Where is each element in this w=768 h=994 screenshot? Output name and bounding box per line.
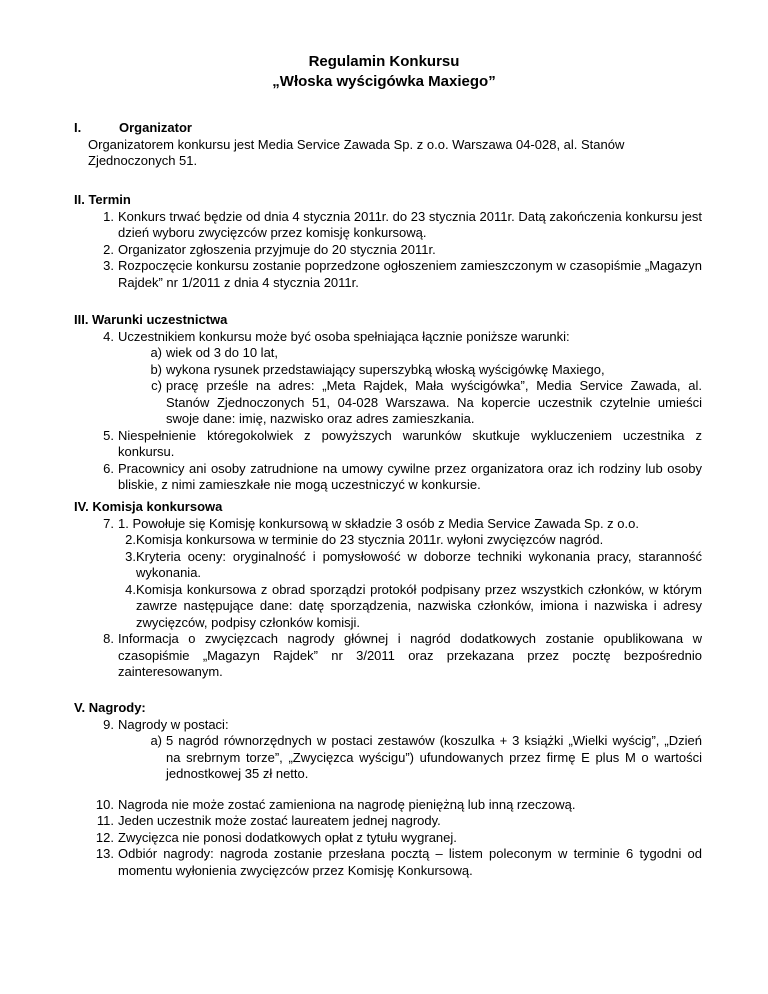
list-item: 7. 1. Powołuje się Komisję konkursową w składzie 3 osób z Media Service Zawada Sp. z o.o.: [103, 515, 639, 531]
section-term: [74, 192, 702, 291]
list-item: 11. Jeden uczestnik może zostać laureatem jednej nagrody.: [96, 813, 441, 828]
section-heading: IV. Komisja konkursowa: [74, 499, 223, 514]
section-organizer: [74, 120, 702, 170]
list-item: 9. Nagrody w postaci:: [103, 716, 229, 732]
section-heading: [74, 120, 702, 137]
section-committee: [74, 499, 702, 681]
sub-item: 4. Komisja konkursowa z obrad sporządzi protokół podpisany przez wszystkich członków, w którym zawrze następujące dane: datę sporządzenia, nazwiska członków, imiona i nazwiska i adresy zwycięzców, podpisy członków komisji.: [125, 581, 702, 630]
sub-item: c) pracę prześle na adres: „Meta Rajdek, Mała wyścigówka”, Media Service Zawada, al. Stanów Zjednoczonych 51, 04-028 Warszawa. Na kopercie uczestnik czytelnie umieści swoje dane: imię, nazwisko oraz adres zamieszkania.: [151, 378, 702, 426]
section-heading: III. Warunki uczestnictwa: [74, 312, 228, 327]
sub-item: b) wykona rysunek przedstawiający superszybką włoską wyścigówkę Maxiego,: [150, 361, 605, 377]
document-title: [0, 52, 768, 92]
list-item: 10. Nagroda nie może zostać zamieniona na nagrodę pieniężną lub inną rzeczową.: [95, 796, 576, 812]
sub-item: 2. Komisja konkursowa w terminie do 23 stycznia 2011r. wyłoni zwycięzców nagród.: [125, 532, 604, 547]
sub-item: a) wiek od 3 do 10 lat,: [150, 345, 279, 360]
section-conditions: [74, 312, 702, 494]
list-item: 2. Organizator zgłoszenia przyjmuje do 20 stycznia 2011r.: [103, 241, 436, 257]
list-item: 6. Pracownicy ani osoby zatrudnione na umowy cywilne przez organizatora oraz ich rodziny lub osoby bliskie, z nimi zamieszkałe nie mogą uczestniczyć w konkursie.: [103, 460, 702, 492]
organizer-text: Organizatorem konkursu jest Media Service Zawada Sp. z o.o. Warszawa 04-028, al. Stanów Zjednoczonych 51.: [88, 136, 625, 168]
title-line-1: Regulamin Konkursu: [308, 53, 460, 70]
sub-item: a) 5 nagród równorzędnych w postaci zestawów (koszulka + 3 książki „Wielki wyścig”, „Dzień na srebrnym torze”, „Zwycięzca wyścigu”) ufundowanych przez firmę E plus M o wartości jednostkowej 35 zł netto.: [150, 733, 702, 781]
list-item: 1. Konkurs trwać będzie od dnia 4 stycznia 2011r. do 23 stycznia 2011r. Datą zakończenia konkursu jest dzień wyboru zwycięzców przez komisję konkursową.: [103, 208, 702, 240]
sub-item: 3. Kryteria oceny: oryginalność i pomysłowość w doborze techniki wykonania pracy, staranność wykonania.: [125, 548, 702, 580]
list-item: 13. Odbiór nagrody: nagroda zostanie przesłana pocztą – listem poleconym w terminie 6 tygodni od momentu wyłonienia zwycięzców przez Komisję Konkursową.: [95, 846, 702, 878]
section-title: Organizator: [119, 120, 192, 135]
list-item: 4. Uczestnikiem konkursu może być osoba spełniająca łącznie poniższe warunki:: [103, 328, 570, 344]
list-item: 8. Informacja o zwycięzcach nagrody głównej i nagród dodatkowych zostanie opublikowana w czasopiśmie „Magazyn Rajdek” nr 3/2011 oraz przekazana przez pocztę bezpośrednio zainteresowanym.: [103, 631, 702, 679]
title-line-2: „Włoska wyścigówka Maxiego”: [272, 73, 496, 90]
list-item: 12. Zwycięzca nie ponosi dodatkowych opłat z tytułu wygranej.: [95, 829, 457, 845]
section-heading: V. Nagrody:: [74, 700, 146, 715]
list-item: 3. Rozpoczęcie konkursu zostanie poprzedzone ogłoszeniem zamieszczonym w czasopiśmie „Magazyn Rajdek” nr 1/2011 z dnia 4 stycznia 2011r.: [103, 258, 702, 290]
section-heading: II. Termin: [74, 192, 131, 207]
section-number: I.: [74, 120, 82, 135]
list-item: 5. Niespełnienie któregokolwiek z powyższych warunków skutkuje wykluczeniem uczestnika z konkursu.: [103, 427, 702, 459]
section-prizes: [74, 700, 702, 879]
